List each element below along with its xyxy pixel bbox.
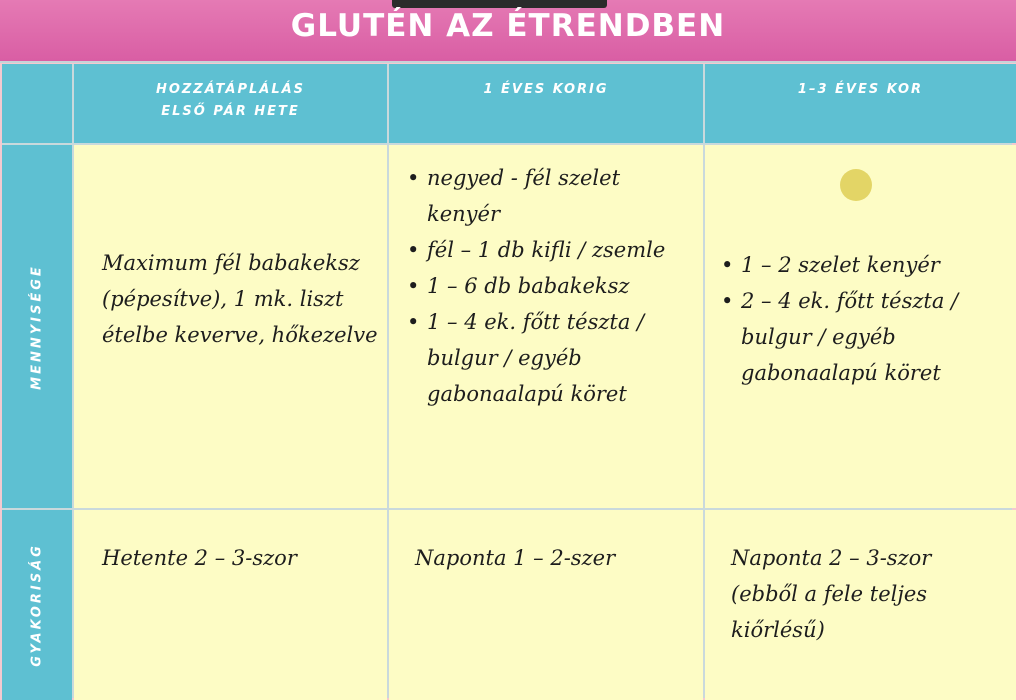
row-header-quantity [2, 145, 72, 508]
quantity-cell-2 [389, 145, 703, 508]
row-header-label: MENNYISÉGE [29, 263, 45, 390]
row-header-label: GYAKORISÁG [29, 543, 45, 667]
column-header-2 [389, 64, 703, 143]
list-item: • negyed - fél szelet kenyér [407, 166, 621, 226]
cell-text: Naponta 2 – 3-szor (ebből a fele teljes kiőrlésű) [731, 546, 932, 642]
list-item: • 1 – 4 ek. főtt tészta / bulgur / egyéb gabonaalapú köret [407, 310, 645, 406]
list-item: • 1 – 2 szelet kenyér [721, 253, 940, 277]
list-item: • 2 – 4 ek. főtt tészta / bulgur / egyéb gabonaalapú köret [721, 289, 959, 385]
frequency-cell-1 [74, 510, 387, 700]
corner-cell [2, 64, 72, 143]
list-item: • fél – 1 db kifli / zsemle [407, 238, 666, 262]
gluten-table [2, 64, 1012, 698]
frequency-cell-2 [389, 510, 703, 700]
cell-text: Hetente 2 – 3-szor [102, 546, 297, 570]
frequency-cell-3 [705, 510, 1016, 700]
column-header-label: 1–3 ÉVES KOR [797, 82, 924, 97]
title-bar [0, 0, 1016, 63]
quantity-cell-1 [74, 145, 387, 508]
bullet-list [717, 247, 1002, 391]
row-header-frequency [2, 510, 72, 700]
cell-text: Maximum fél babakeksz (pépesítve), 1 mk. liszt ételbe keverve, hőkezelve [102, 251, 378, 347]
column-header-label: HOZZÁTÁPLÁLÁS ELSŐ PÁR HETE [155, 82, 306, 119]
column-header-label: 1 ÉVES KORIG [483, 82, 609, 97]
quantity-cell-3 [705, 145, 1016, 508]
bullet-list [403, 160, 673, 412]
page-title: GLUTÉN AZ ÉTRENDBEN [290, 8, 726, 44]
cell-text: Naponta 1 – 2-szer [415, 546, 616, 570]
decorative-dot [840, 169, 872, 201]
column-header-1 [74, 64, 387, 143]
list-item: • 1 – 6 db babakeksz [407, 274, 630, 298]
column-header-3 [705, 64, 1016, 143]
title-tab-decoration [392, 0, 607, 8]
